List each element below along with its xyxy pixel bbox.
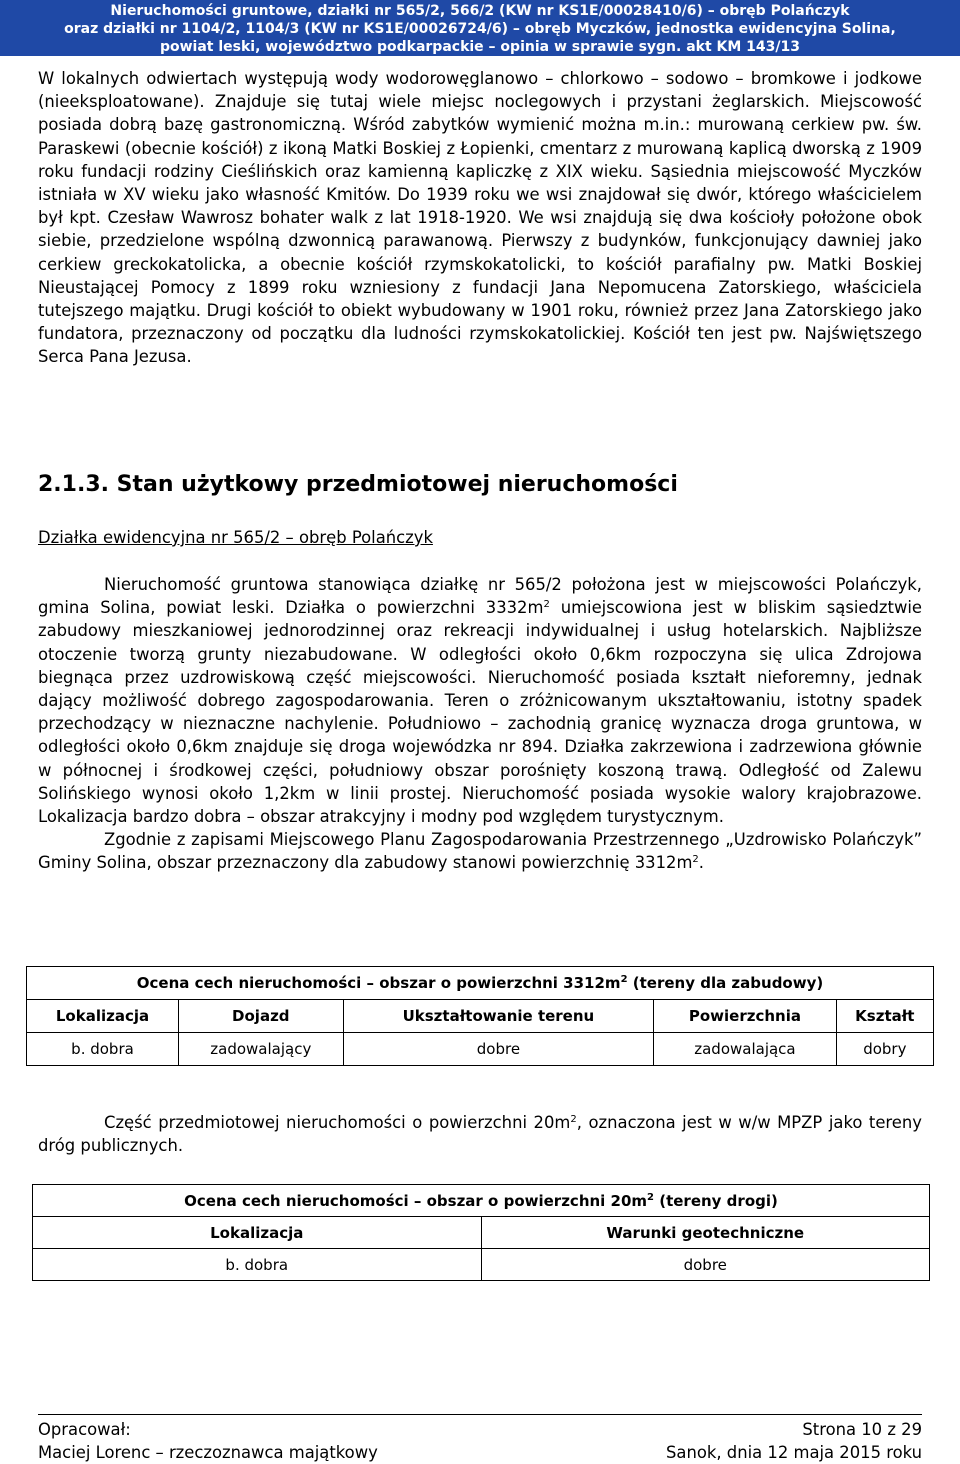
page-number: Strona 10 z 29 [802, 1420, 922, 1439]
paragraph-history: W lokalnych odwiertach występują wody wodorowęglanowo – chlorkowo – sodowo – bromkowe i jodkowe (nieeksploatowane). Znajduje się tutaj wiele miejsc noclegowych i przystani żeglarskich. Miejscowość posiada dobrą bazę gastronomiczną. Wśród zabytków wymienić można m.in.: murowaną cerkiew pw. św. Paraskewi (obecnie kościół) z ikoną Matki Boskiej z Łopienki, cmentarz z murowaną kaplicą dworską z 1909 roku fundacji rodziny Cieślińskich oraz kamienną kapliczkę z XIX wieku. Sąsiednia miejscowość Myczków istniała w XV wieku jako własność Kmitów. Do 1939 roku we wsi znajdował się dwór, którego właścicielem był kpt. Czesław Wawrosz bohater walk z lat 1918-1920. We wsi znajdują się dwa kościoły położone obok siebie, przedzielone wspólną dzwonnicą parawanową. Pierwszy z budynków, funkcjonujący dawniej jako cerkiew greckokatolicka, a obecnie kościół rzymskokatolicki, to kościół parafialny pw. Matki Boskiej Nieustającej Pomocy z 1899 roku wzniesiony z fundacji Jana Nepomucena Zatorskiego, właściciela tutejszego majątku. Drugi kościół to obiekt wybudowany w 1901 roku, również przez Jana Zatorskiego jako fundatora, przeznaczony od początku dla ludności rzymskokatolickiej. Kościół ten jest pw. Najświętszego Serca Pana Jezusa. [38, 69, 922, 367]
table-caption [27, 967, 934, 1000]
text-part: umiejscowiona jest w bliskim sąsiedztwie zabudowy mieszkaniowej jednorodzinnej oraz rekreacji indywidualnej i usług hotelarskich. Najbliższe otoczenie tworzą grunty niezabudowane. W odległości około 0,6km rozpoczyna się ulica Zdrojowa biegnąca przez uzdrowiskową część miejscowości. Nieruchomość posiada kształt nieforemny, jednak dający możliwość dobrego zagospodarowania. Teren o zróżnicowanym ukształtowaniu, istotny spadek przechodzący w nieznaczne nachylenie. Południowo – zachodnią granicę wyznacza droga gruntowa, w odległości około 0,6km znajduje się droga wojewódzka nr 894. Działka zakrzewiona i zadrzewiona głównie w północnej i środkowej części, południowy obszar porośnięty koszoną trawą. Odległość od Zalewu Solińskiego wynosi około 1,2km w linii prostej. Nieruchomość posiada wysokie walory krajobrazowe. Lokalizacja bardzo dobra – obszar atrakcyjny i modny pod względem turystycznym. [38, 598, 922, 827]
author-name: Maciej Lorenc – rzeczoznawca majątkowy [38, 1443, 378, 1462]
text-part: , oznaczona jest w w/w MPZP jako tereny dróg publicznych. [38, 1113, 922, 1156]
caption-text: Ocena cech nieruchomości – obszar o powierzchni 3312m [136, 974, 621, 992]
text-part: Zgodnie z zapisami Miejscowego Planu Zagospodarowania Przestrzennego „Uzdrowisko Polańczyk” Gminy Solina, obszar przeznaczony dla zabudowy stanowi powierzchnię 3312m [38, 830, 922, 873]
plot-subheading: Działka ewidencyjna nr 565/2 – obręb Polańczyk [38, 528, 433, 547]
text-part: Część przedmiotowej nieruchomości o powierzchni 20m [104, 1113, 571, 1132]
document-header [0, 0, 960, 56]
header-line-1: Nieruchomości gruntowe, działki nr 565/2, 566/2 (KW nr KS1E/00028410/6) – obręb Polańczyk [110, 3, 850, 19]
assessment-table-building [26, 966, 934, 1066]
table-cell: dobre [481, 1249, 930, 1281]
footer-row-1 [38, 1418, 922, 1441]
caption-text: (tereny dla zabudowy) [627, 974, 824, 992]
text-part: Nieruchomość gruntowa stanowiąca działkę nr 565/2 położona jest w miejscowości Polańczyk, gmina Solina, powiat leski. Działka o powierzchni 3332m [38, 575, 922, 618]
paragraph-plot-description [38, 573, 922, 828]
document-footer [38, 1414, 922, 1464]
paragraph-public-roads [38, 1111, 922, 1157]
superscript: 2 [620, 974, 628, 985]
paragraph-description [38, 573, 922, 875]
footer-row-2 [38, 1441, 922, 1464]
column-header: Warunki geotechniczne [481, 1217, 930, 1249]
column-header: Kształt [836, 1000, 933, 1033]
column-header: Lokalizacja [27, 1000, 179, 1033]
superscript: 2 [647, 1191, 655, 1203]
table-cell: dobre [343, 1033, 654, 1066]
header-line-3: powiat leski, województwo podkarpackie – opinia w sprawie sygn. akt KM 143/13 [159, 39, 801, 55]
column-header: Ukształtowanie terenu [343, 1000, 654, 1033]
author-label: Opracował: [38, 1420, 131, 1439]
superscript: 2 [570, 1114, 577, 1125]
column-header: Powierzchnia [654, 1000, 836, 1033]
table-cell: zadowalający [179, 1033, 344, 1066]
text-part: . [698, 853, 705, 873]
table-cell: zadowalająca [654, 1033, 836, 1066]
superscript: 2 [543, 599, 550, 611]
table-cell: b. dobra [27, 1033, 179, 1066]
table-caption [33, 1185, 930, 1217]
column-header: Dojazd [179, 1000, 344, 1033]
column-header: Lokalizacja [33, 1217, 482, 1249]
section-heading: 2.1.3. Stan użytkowy przedmiotowej nieruchomości [38, 472, 678, 497]
superscript: 2 [692, 854, 699, 866]
document-date: Sanok, dnia 12 maja 2015 roku [666, 1443, 922, 1462]
table-cell: b. dobra [33, 1249, 482, 1281]
assessment-table-road [32, 1184, 930, 1281]
paragraph-road-area [38, 1111, 922, 1157]
header-line-2: oraz działki nr 1104/2, 1104/3 (KW nr KS1E/00026724/6) – obręb Myczków, jednostka ewidencyjna Solina, [64, 21, 896, 37]
caption-text: Ocena cech nieruchomości – obszar o powierzchni 20m [184, 1191, 648, 1210]
table-cell: dobry [836, 1033, 933, 1066]
paragraph-zoning-plan [38, 828, 922, 874]
caption-text: (tereny drogi) [654, 1191, 778, 1210]
